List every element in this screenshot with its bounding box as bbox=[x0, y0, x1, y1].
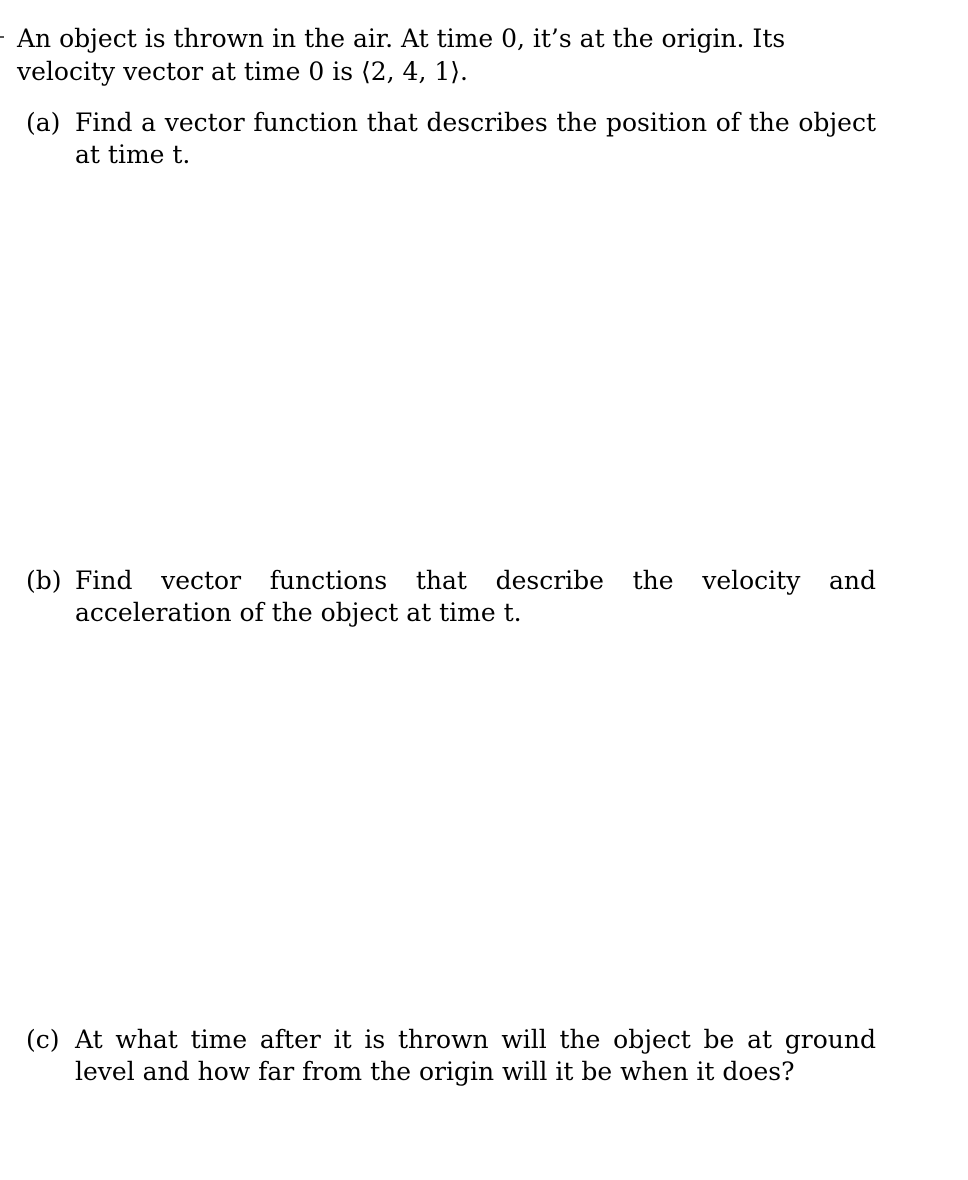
part-c-question: At what time after it is thrown will the object be at ground level and how far from the origin will it be when it does? bbox=[75, 1025, 876, 1086]
part-b-answer-space bbox=[26, 640, 876, 1010]
part-c bbox=[26, 1024, 876, 1088]
part-a bbox=[26, 107, 876, 171]
part-a-question: Find a vector function that describes the position of the object at time t. bbox=[75, 108, 876, 169]
part-c-label: (c) bbox=[26, 1025, 60, 1054]
part-b bbox=[26, 565, 876, 629]
part-b-label: (b) bbox=[26, 566, 62, 595]
margin-mark bbox=[0, 36, 4, 38]
part-a-answer-space bbox=[26, 180, 876, 550]
part-b-question: Find vector functions that describe the velocity and acceleration of the object at time t. bbox=[75, 566, 876, 627]
problem-statement: An object is thrown in the air. At time 0, it’s at the origin. Its velocity vector at time 0 is ⟨2, 4, 1⟩. bbox=[17, 24, 786, 86]
part-a-label: (a) bbox=[26, 108, 61, 137]
part-c-answer-space bbox=[26, 1098, 876, 1168]
